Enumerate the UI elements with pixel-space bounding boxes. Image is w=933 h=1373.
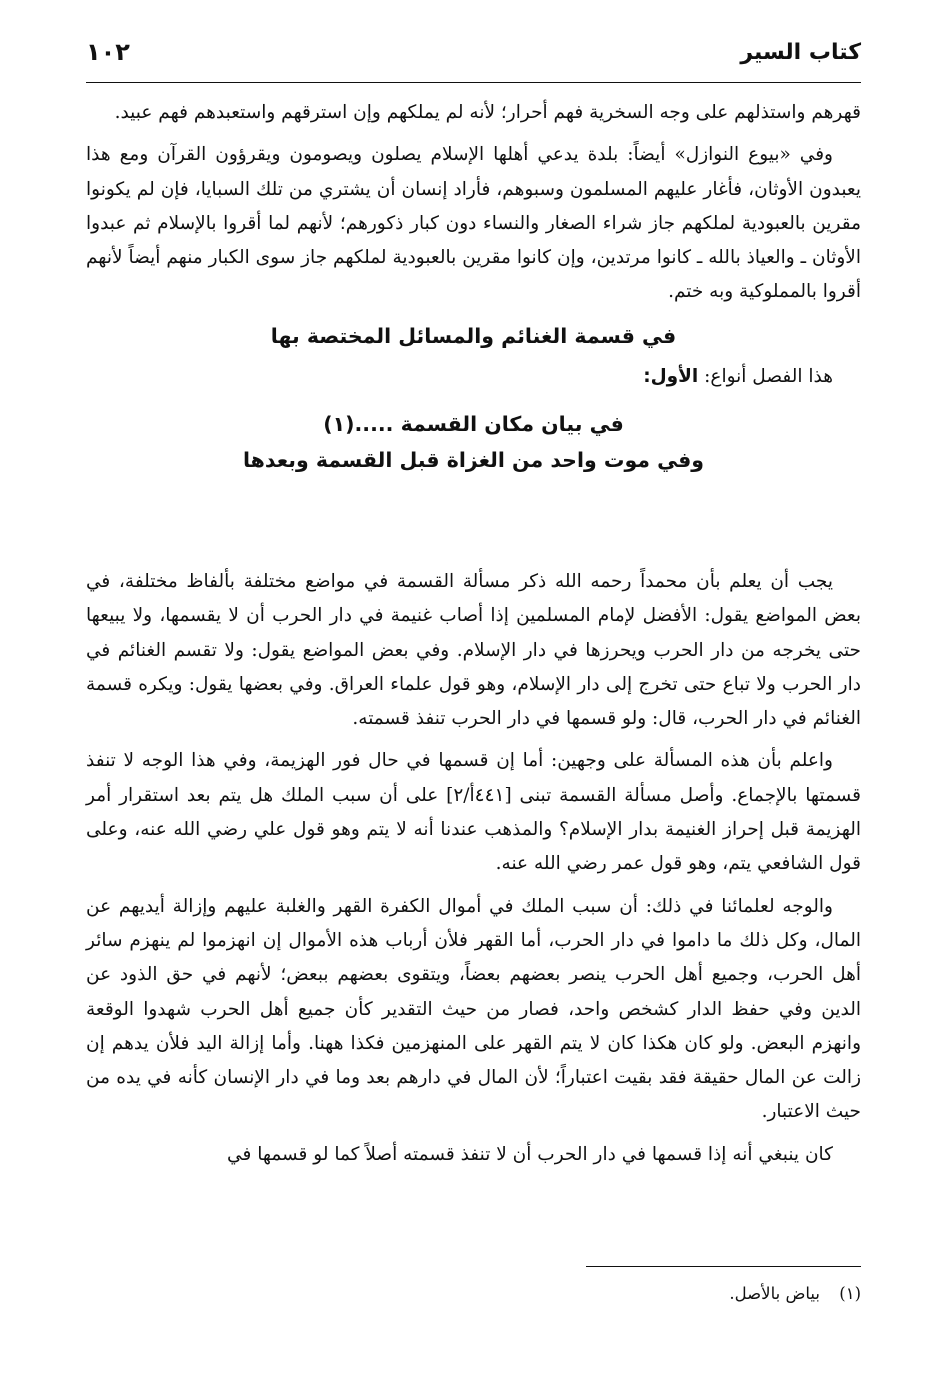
- footnote-divider: [586, 1266, 861, 1267]
- intro-bold: الأول:: [643, 365, 699, 387]
- footnote-number: (١): [839, 1284, 861, 1303]
- paragraph-nawazil: وفي «بيوع النوازل» أيضاً: بلدة يدعي أهلها الإسلام يصلون ويصومون ويقرؤون القرآن ومع هذا يعبدون الأوثان، فأغار عليهم المسلمون وسبوهم، فأراد إنسان أن يشتري من تلك السبايا، فإن لم يكونوا مقرين بالعبودية لملكهم جاز شراء الصغار والنساء دون كبار ذكورهم؛ لأنهم لما أقروا بالإسلام ثم عبدوا الأوثان ـ والعياذ بالله ـ كانوا مرتدين، وإن كانوا مقرين بالعبودية لملكهم جاز سوى الكبار منهم أيضاً لأنهم أقروا بالمملوكية وبه ختم.: [86, 144, 861, 303]
- page-number: ١٠٢: [86, 38, 130, 66]
- subheading-death-of-warrior: وفي موت واحد من الغزاة قبل القسمة وبعدها: [242, 447, 705, 472]
- running-header: [86, 34, 861, 83]
- running-title: كتاب السير: [740, 40, 861, 65]
- paragraph-continuation: كان ينبغي أنه إذا قسمها في دار الحرب أن لا تنفذ قسمته أصلاً كما لو قسمها في: [227, 1143, 833, 1165]
- intro-text: هذا الفصل أنواع:: [704, 365, 833, 387]
- section-heading: في قسمة الغنائم والمسائل المختصة بها: [270, 323, 677, 348]
- paragraph-continued: قهرهم واستذلهم على وجه السخرية فهم أحرار؛ لأنه لم يملكهم وإن استرقهم واستعبدهم فهم عبيد.: [114, 102, 861, 123]
- paragraph-two-cases: واعلم بأن هذه المسألة على وجهين: أما إن قسمها في حال فور الهزيمة، وفي هذا الوجه لا تنفذ قسمتها بالإجماع. وأصل مسألة القسمة تبنى [٤٤١أ/٢] على أن سبب الملك هل يتم بعد استقرار أمر الهزيمة قبل إحراز الغنيمة بدار الإسلام؟ والمذهب عندنا أنه لا يتم وهو قول علي رضي الله عنه، وعلى قول الشافعي يتم، وهو قول عمر رضي الله عنه.: [86, 750, 861, 875]
- subheading-place-of-division: في بيان مكان القسمة .....(١): [323, 411, 624, 436]
- footnote-text: بياض بالأصل.: [729, 1284, 820, 1303]
- main-text-block: [86, 565, 861, 1180]
- paragraph-reasoning: والوجه لعلمائنا في ذلك: أن سبب الملك في أموال الكفرة القهر والغلبة عليهم وإزالة أيديهم عن المال، وكل ذلك ما داموا في دار الحرب، أما القهر فلأن أرباب هذه الأموال إن انهزموا لم ينهزم سائر أهل الحرب، وجميع أهل الحرب ينصر بعضهم بعضاً، ويتقوى بعضهم ببعض؛ لأنهم في حق الذود عن الدين وفي حفظ الدار كشخص واحد، فصار من حيث التقدير كأن جميع أهل الحرب شهدوا الوقعة وانهزم البعض. ولو كان هكذا كان لا يتم القهر على المنهزمين فكذا ههنا. وأما إزالة اليد فلأن يدهم إن زالت عن المال حقيقة فقد بقيت اعتباراً؛ لأن المال في دارهم بعد وما في دار الإنسان كأنه في يده من حيث الاعتبار.: [86, 895, 861, 1123]
- footnote: [729, 1282, 861, 1306]
- top-text-block: [86, 96, 861, 484]
- paragraph-division-rules: يجب أن يعلم بأن محمداً رحمه الله ذكر مسألة القسمة في مواضع مختلفة بألفاظ مختلفة، في بعض المواضع يقول: الأفضل لإمام المسلمين إذا أصاب غنيمة في دار الحرب أن لا يقسمها، ولا يبيعها حتى يخرجه من دار الحرب ويحرزها في دار الإسلام. وفي بعض المواضع يقول: ولا تقسم الغنائم في دار الحرب ولا تباع حتى تخرج إلى دار الإسلام، وهو قول علماء العراق. وفي بعضها يقول: ويكره قسمة الغنائم في دار الحرب، قال: ولو قسمها في دار الحرب تنفذ قسمته.: [86, 571, 861, 730]
- intro-line: [86, 360, 861, 394]
